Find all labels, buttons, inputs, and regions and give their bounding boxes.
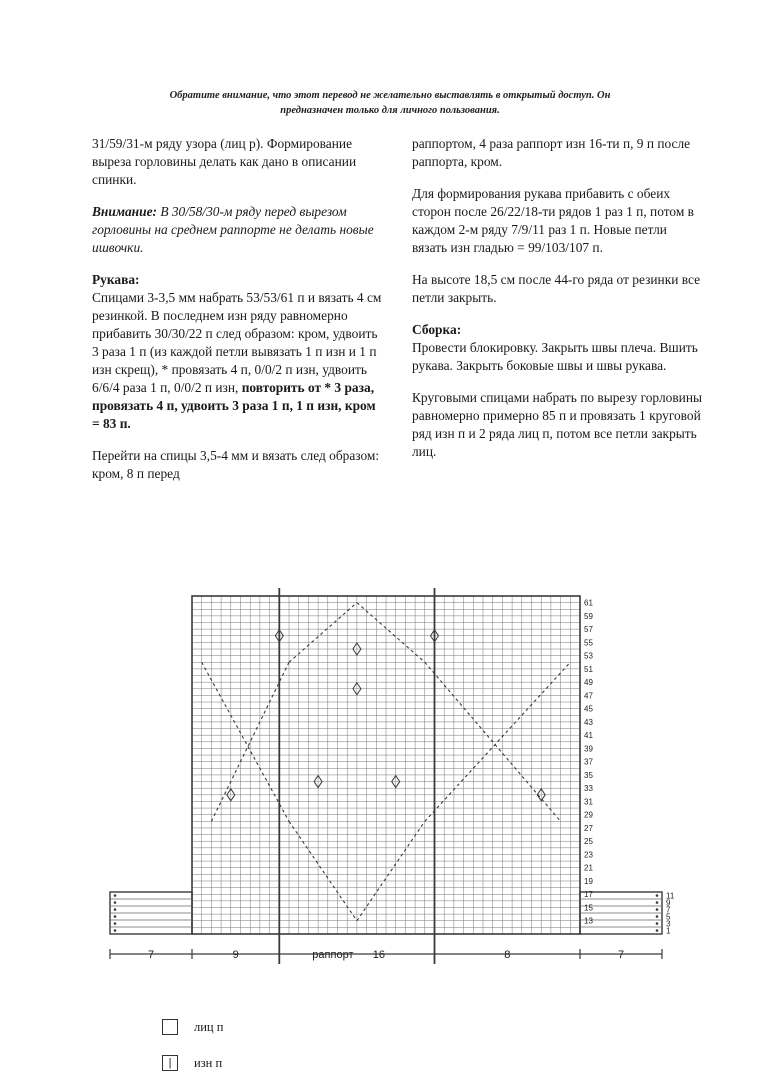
notice-text (80, 88, 700, 118)
row-number: 27 (584, 823, 593, 833)
label-repeat-word: раппорт (312, 949, 354, 961)
purl-stitch-symbol-icon: | (162, 1055, 178, 1071)
side-row-number: 7 (666, 905, 671, 915)
lace-diagonal (357, 603, 425, 663)
side-dot-stitch (114, 908, 117, 911)
legend-item-knit (162, 1016, 223, 1038)
row-number: 39 (584, 744, 593, 754)
side-row-number: 3 (666, 919, 671, 929)
side-dot-stitch (114, 915, 117, 918)
right-paragraph-1: раппортом, 4 раза раппорт изн 16-ти п, 9 п после раппорта, кром. (412, 136, 691, 169)
row-number: 55 (584, 638, 593, 648)
warning-text: В 30/58/30-м ряду перед вырезом горловины на среднем раппорте не делать новые ишвочки. (92, 204, 374, 255)
warning-paragraph (92, 203, 382, 257)
label-right-side: 7 (617, 949, 625, 961)
notice-line-2: предназначен только для личного пользования. (280, 105, 500, 116)
label-before-repeat: 9 (232, 949, 239, 961)
row-number: 47 (584, 691, 593, 701)
row-number: 17 (584, 890, 593, 900)
row-number: 13 (584, 916, 593, 926)
label-repeat-count: 16 (372, 949, 386, 961)
sleeves-heading: Рукава: (92, 272, 140, 287)
row-number: 51 (584, 664, 593, 674)
row-number: 41 (584, 731, 593, 741)
side-row-number: 11 (666, 891, 675, 901)
label-left-side: 7 (147, 949, 155, 961)
warning-label: Внимание: (92, 204, 157, 219)
row-number: 61 (584, 598, 593, 608)
right-paragraph-2: Для формирования рукава прибавить с обеих сторон после 26/22/18-ти рядов 1 раз 1 п, потом в каждом 2-м ряду 7/9/11 раз 1 п. Новые петли вязать изн гладью = 99/103/107 п. (412, 186, 694, 255)
row-number: 33 (584, 784, 593, 794)
side-dot-stitch (656, 894, 659, 897)
right-paragraph-3: На высоте 18,5 см после 44-го ряда от резинки все петли закрыть. (412, 272, 701, 305)
row-number: 21 (584, 863, 593, 873)
row-number: 31 (584, 797, 593, 807)
row-number: 19 (584, 876, 593, 886)
side-dot-stitch (114, 901, 117, 904)
label-after-repeat: 8 (504, 949, 511, 961)
left-paragraph-4: Перейти на спицы 3,5-4 мм и вязать след образом: кром, 8 п перед (92, 448, 380, 481)
side-dot-stitch (656, 901, 659, 904)
side-dot-stitch (114, 894, 117, 897)
left-column (92, 135, 382, 497)
row-number: 23 (584, 850, 593, 860)
row-number: 15 (584, 903, 593, 913)
side-dot-stitch (656, 922, 659, 925)
row-number: 45 (584, 704, 593, 714)
legend-item-purl (162, 1052, 223, 1074)
row-number: 59 (584, 611, 593, 621)
side-dot-stitch (656, 908, 659, 911)
lace-diagonal (289, 603, 357, 663)
legend-label-purl: изн п (194, 1055, 223, 1070)
knit-stitch-symbol-icon (162, 1019, 178, 1035)
row-number: 35 (584, 770, 593, 780)
row-number: 53 (584, 651, 593, 661)
side-row-number: 1 (666, 926, 671, 936)
right-paragraph-5: Круговыми спицами набрать по вырезу горловины равномерно примерно 85 п и провязать 1 круговой ряд изн п и 2 ряда лиц п, потом все петли закрыть лиц. (412, 390, 702, 459)
side-row-number: 9 (666, 898, 671, 908)
assembly-heading: Сборка: (412, 322, 462, 337)
row-number: 57 (584, 625, 593, 635)
sleeves-text-a: Спицами 3-3,5 мм набрать 53/53/61 п и вязать 4 см резинкой. В последнем изн ряду равномерно прибавить 30/30/22 п след образом: кром, удвоить 3 раза 1 п (из каждой петли вывязать 1 п изн и 1 п изн скрещ), * провязать 4 п, 0/0/2 п изн, удвоить 6/6/4 раза 1 п, 0/0/2 п изн, (92, 290, 382, 395)
legend-label-knit: лиц п (194, 1019, 224, 1034)
knitting-chart-svg (96, 562, 696, 1002)
lace-diagonal (289, 821, 357, 920)
side-dot-stitch (656, 929, 659, 932)
notice-line-1: Обратите внимание, что этот перевод не желательно выставлять в открытый доступ. Он (169, 90, 611, 101)
legend (162, 1016, 223, 1088)
right-column (412, 135, 702, 475)
row-number: 25 (584, 837, 593, 847)
sleeves-text-b: повторить от * 3 раза, провязать 4 п, удвоить 3 раза 1 п, 1 п изн, кром = 83 п. (92, 380, 376, 431)
side-dot-stitch (114, 929, 117, 932)
left-paragraph-1: 31/59/31-м ряду узора (лиц р). Формирование выреза горловины делать как дано в описании спинки. (92, 136, 357, 187)
sleeves-paragraph (92, 289, 382, 433)
lace-diagonal (357, 821, 425, 920)
row-number: 49 (584, 678, 593, 688)
side-dot-stitch (114, 922, 117, 925)
row-number: 29 (584, 810, 593, 820)
row-number: 37 (584, 757, 593, 767)
side-row-number: 5 (666, 912, 671, 922)
right-paragraph-4: Провести блокировку. Закрыть швы плеча. Вшить рукава. Закрыть боковые швы и швы рукава. (412, 340, 698, 373)
side-dot-stitch (656, 915, 659, 918)
row-number: 43 (584, 717, 593, 727)
knitting-chart (96, 562, 696, 1002)
